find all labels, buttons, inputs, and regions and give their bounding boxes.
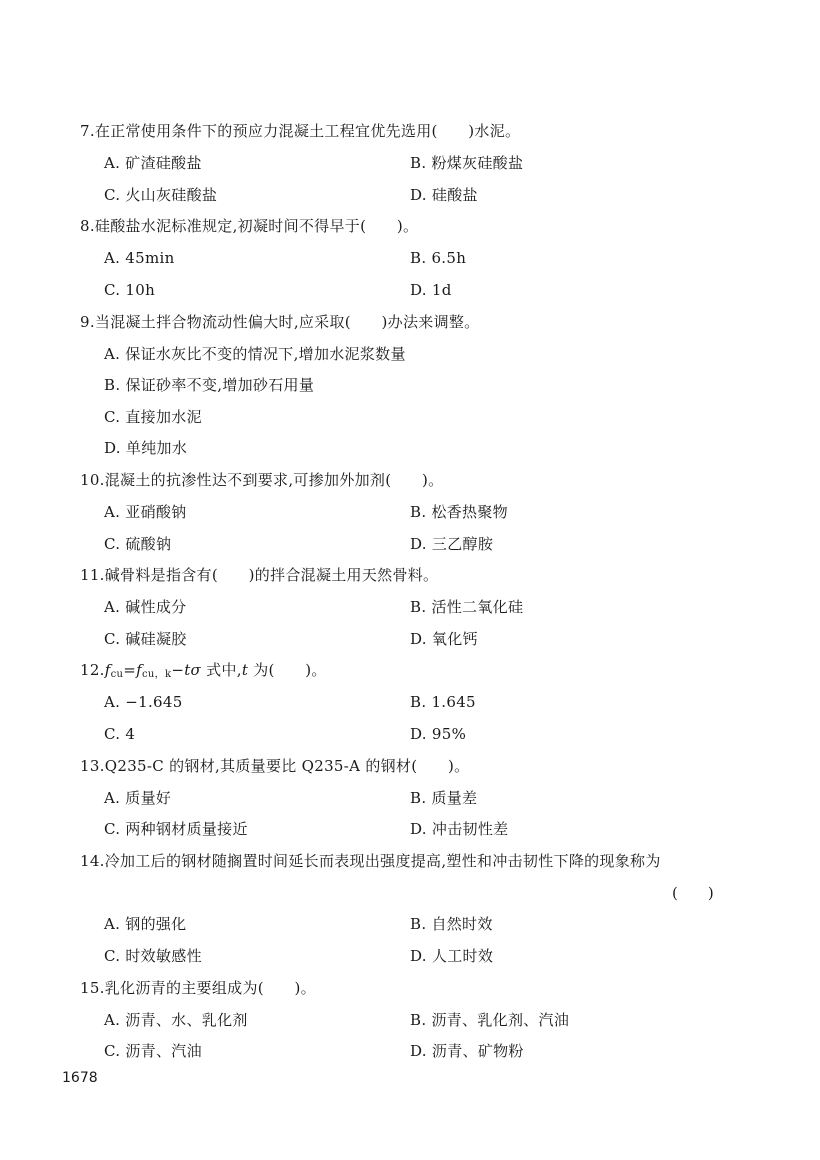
question-11-option-c: C. 碱硅凝胶 (104, 630, 187, 648)
question-11-stem: 11.碱骨料是指含有( )的拌合混凝土用天然骨料。 (80, 566, 439, 584)
page-number: 1678 (62, 1070, 98, 1086)
formula-minus: − (171, 661, 185, 679)
question-8-option-b: B. 6.5h (410, 249, 467, 267)
question-11-option-d: D. 氧化钙 (410, 630, 478, 648)
question-13-option-d: D. 冲击韧性差 (410, 820, 509, 838)
question-12-option-d: D. 95% (410, 725, 467, 743)
question-8-option-a: A. 45min (104, 249, 175, 267)
question-9-option-d: D. 单纯加水 (104, 439, 188, 457)
question-15-option-c: C. 沥青、汽油 (104, 1042, 202, 1060)
question-11-option-b: B. 活性二氧化硅 (410, 598, 524, 616)
question-13-option-b: B. 质量差 (410, 789, 478, 807)
question-8-option-c: C. 10h (104, 281, 156, 299)
question-12-stem (80, 660, 327, 685)
question-15-option-d: D. 沥青、矿物粉 (410, 1042, 524, 1060)
question-12-t: t (241, 661, 249, 679)
question-7-option-d: D. 硅酸盐 (410, 186, 478, 204)
formula-t: t (184, 661, 191, 679)
question-7-option-b: B. 粉煤灰硅酸盐 (410, 154, 524, 172)
question-13-option-c: C. 两种钢材质量接近 (104, 820, 248, 838)
question-9-option-b: B. 保证砂率不变,增加砂石用量 (104, 376, 315, 394)
question-9-option-c: C. 直接加水泥 (104, 408, 202, 426)
question-11-option-a: A. 碱性成分 (104, 598, 187, 616)
question-9-option-a: A. 保证水灰比不变的情况下,增加水泥浆数量 (104, 345, 406, 363)
question-14-option-c: C. 时效敏感性 (104, 947, 202, 965)
question-10-option-a: A. 亚硝酸钠 (104, 503, 187, 521)
formula-f-cu: f (104, 661, 111, 679)
question-12-option-c: C. 4 (104, 725, 136, 743)
question-7-stem: 7.在正常使用条件下的预应力混凝土工程宜优先选用( )水泥。 (80, 122, 521, 140)
question-15-stem: 15.乳化沥青的主要组成为( )。 (80, 979, 316, 997)
question-14-answer-blank: ( ) (672, 884, 714, 902)
question-12-option-a: A. −1.645 (104, 693, 183, 711)
question-15-option-a: A. 沥青、水、乳化剂 (104, 1011, 248, 1029)
question-7-option-a: A. 矿渣硅酸盐 (104, 154, 202, 172)
question-9-stem: 9.当混凝土拌合物流动性偏大时,应采取( )办法来调整。 (80, 313, 480, 331)
question-7-option-c: C. 火山灰硅酸盐 (104, 186, 218, 204)
question-12-option-b: B. 1.645 (410, 693, 476, 711)
question-8-option-d: D. 1d (410, 281, 452, 299)
formula-equals: = (123, 661, 137, 679)
question-13-stem: 13.Q235-C 的钢材,其质量要比 Q235-A 的钢材( )。 (80, 757, 470, 775)
question-14-option-b: B. 自然时效 (410, 915, 493, 933)
question-8-stem: 8.硅酸盐水泥标准规定,初凝时间不得早于( )。 (80, 217, 419, 235)
question-10-option-d: D. 三乙醇胺 (410, 535, 494, 553)
question-13-option-a: A. 质量好 (104, 789, 172, 807)
question-12-end: 为( )。 (248, 661, 327, 679)
question-15-option-b: B. 沥青、乳化剂、汽油 (410, 1011, 570, 1029)
formula-subscript-cuk: cu，k (142, 669, 172, 680)
question-10-option-b: B. 松香热聚物 (410, 503, 508, 521)
question-12-mid: 式中, (201, 661, 242, 679)
question-14-option-a: A. 钢的强化 (104, 915, 187, 933)
formula-f-cuk: f (136, 661, 143, 679)
formula-subscript-cu: cu (110, 669, 124, 680)
question-10-option-c: C. 硫酸钠 (104, 535, 172, 553)
question-14-stem: 14.冷加工后的钢材随搁置时间延长而表现出强度提高,塑性和冲击韧性下降的现象称为 (80, 852, 661, 870)
formula-sigma: σ (190, 661, 202, 679)
question-12-number: 12. (80, 661, 105, 679)
question-14-option-d: D. 人工时效 (410, 947, 494, 965)
question-10-stem: 10.混凝土的抗渗性达不到要求,可掺加外加剂( )。 (80, 471, 444, 489)
